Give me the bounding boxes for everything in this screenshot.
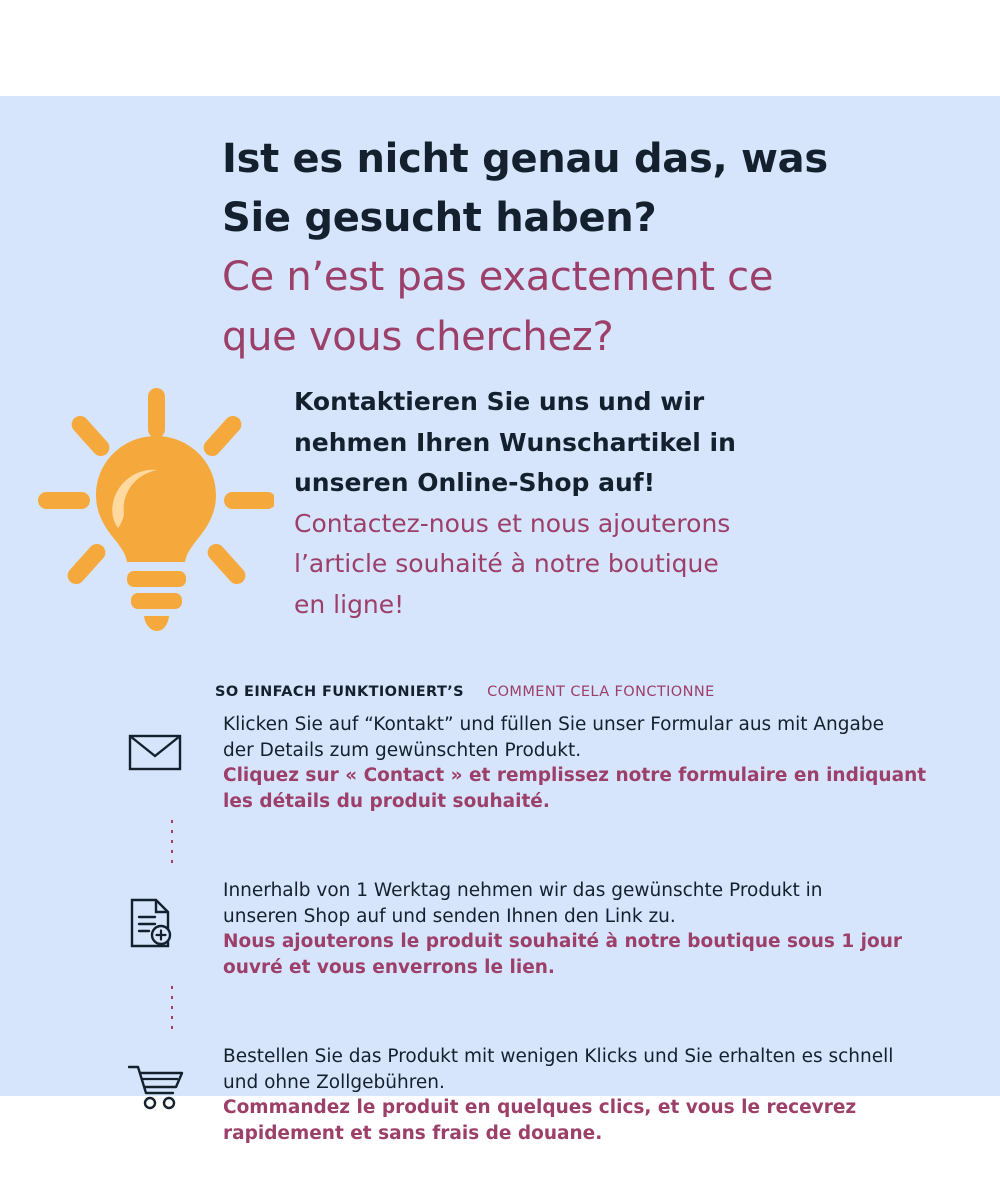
step1-de-line1: Klicken Sie auf “Kontakt” und füllen Sie unser Formular aus mit Angabe: [223, 714, 884, 735]
envelope-icon: [120, 708, 223, 772]
intro-de-line2: nehmen Ihren Wunschartikel in: [294, 427, 736, 457]
how-it-works-label-de: SO EINFACH FUNKTIONIERT’S: [215, 684, 464, 700]
list-item: [120, 708, 940, 814]
step1-de-line2: der Details zum gewünschten Produkt.: [223, 739, 582, 761]
step3-de-line2: und ohne Zollgebühren.: [223, 1071, 445, 1093]
headline-de-line1: Ist es nicht genau das, was: [222, 136, 828, 182]
document-add-icon: [120, 874, 223, 948]
step-connector: [120, 814, 940, 874]
step2-fr-line1: Nous ajouterons le produit souhaité à notre boutique sous 1 jour: [223, 931, 902, 953]
list-item: [120, 1040, 940, 1146]
step3-de-line1: Bestellen Sie das Produkt mit wenigen Klicks und Sie erhalten es schnell: [223, 1046, 894, 1068]
step2-de-line1: Innerhalb von 1 Werktag nehmen wir das gewünschte Produkt in: [223, 880, 823, 902]
step-text: [223, 708, 940, 814]
step1-fr-line2: les détails du produit souhaité.: [223, 790, 550, 812]
intro-fr-line3: en ligne!: [294, 589, 405, 619]
step2-fr-line2: ouvré et vous enverrons le lien.: [223, 956, 555, 978]
step3-fr-line2: rapidement et sans frais de douane.: [223, 1122, 603, 1144]
step3-fr-line1: Commandez le produit en quelques clics, et vous le recevrez: [223, 1097, 857, 1119]
lightbulb-idea-icon: [38, 388, 274, 633]
intro-de-line3: unseren Online-Shop auf!: [294, 468, 656, 497]
intro-fr-line1: Contactez-nous et nous ajouterons: [294, 508, 731, 538]
steps-list: [120, 708, 940, 1146]
step-text: [223, 1040, 940, 1146]
intro-fr-line2: l’article souhaité à notre boutique: [294, 549, 719, 578]
shopping-cart-icon: [120, 1040, 223, 1110]
intro-paragraph: [294, 382, 894, 625]
step-connector: [120, 980, 940, 1040]
step2-de-line2: unseren Shop auf und senden Ihnen den Link zu.: [223, 905, 676, 927]
how-it-works-label-fr: COMMENT CELA FONCTIONNE: [487, 684, 715, 700]
step-text: [223, 874, 940, 980]
page-title: [222, 130, 922, 367]
intro-de-line1: Kontaktieren Sie uns und wir: [294, 387, 705, 416]
headline-fr-line1: Ce n’est pas exactement ce: [222, 254, 774, 301]
step1-fr-line1: Cliquez sur « Contact » et remplissez notre formulaire en indiquant: [223, 765, 927, 787]
how-it-works-heading: [215, 681, 715, 700]
headline-fr-line2: que vous cherchez?: [222, 313, 614, 360]
list-item: [120, 874, 940, 980]
headline-de-line2: Sie gesucht haben?: [222, 195, 657, 242]
